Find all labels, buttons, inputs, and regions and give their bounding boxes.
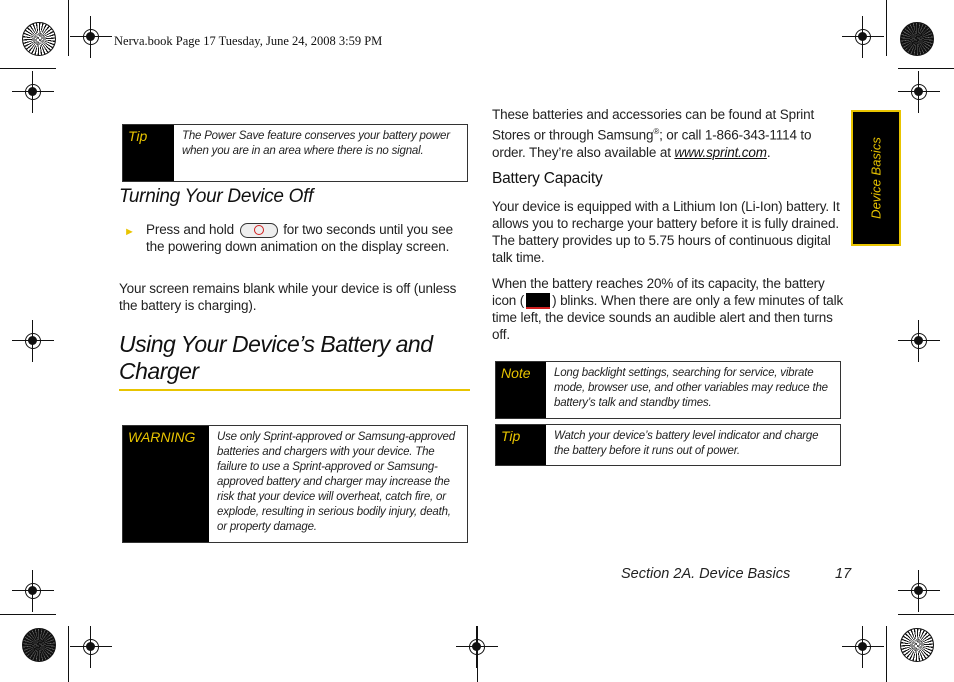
sources-text-2: ; or call 1-866-343-1114 to order. They’re also available at (492, 127, 812, 160)
bullet-text-before: Press and hold (146, 222, 234, 237)
battery-low-icon (526, 293, 550, 309)
tip-box (122, 124, 468, 182)
page-number: 17 (835, 566, 852, 582)
paragraph-sources (492, 106, 844, 161)
note-label: Note (496, 362, 546, 418)
bullet-step (146, 221, 466, 255)
sources-text-1: These batteries and accessories can be found at Sprint Stores or through Samsung (492, 107, 815, 143)
tip-label: Tip (496, 425, 546, 465)
registered-mark: ® (653, 127, 660, 136)
footer-section: Section 2A. Device Basics (621, 566, 791, 582)
sources-text-end: . (766, 144, 771, 160)
tip-text: The Power Save feature conserves your battery power when you are in an area where there is no signal. (182, 130, 450, 157)
tip-text: Watch your device’s battery level indicator and charge the battery before it runs out of power. (554, 430, 819, 457)
note-text: Long backlight settings, searching for service, vibrate mode, browser use, and other variables may reduce the battery’s talk and standby times. (554, 367, 828, 409)
registration-target-icon (900, 628, 934, 662)
crosshair-icon (18, 576, 48, 606)
trim-line (68, 0, 69, 56)
bullet-text-after: for two seconds until you see the powering down animation on the display screen. (146, 222, 453, 254)
side-tab (851, 110, 901, 246)
note-box (495, 361, 841, 419)
tip-label: Tip (123, 125, 174, 181)
bullet-arrow-icon: ► (124, 226, 135, 238)
warning-box (122, 425, 468, 543)
side-tab-label: Device Basics (868, 137, 884, 219)
low-battery-text-before: When the battery reaches 20% of its capacity, the battery icon ( (492, 276, 825, 308)
heading-underline (119, 389, 470, 391)
crosshair-icon (848, 632, 878, 662)
print-header: Nerva.book Page 17 Tuesday, June 24, 2008 3:59 PM (114, 34, 383, 48)
sprint-link[interactable]: www.sprint.com (674, 144, 767, 160)
heading-battery-capacity: Battery Capacity (492, 170, 603, 187)
trim-line (886, 0, 887, 56)
low-battery-text-after: ) blinks. When there are only a few minutes of talk time left, the device sounds an audible alert and then turns off. (492, 293, 844, 343)
tip-box-right (495, 424, 841, 466)
crosshair-icon (904, 576, 934, 606)
paragraph-screen-blank: Your screen remains blank while your device is off (unless the battery is charging). (119, 281, 457, 313)
heading-turning-off: Turning Your Device Off (119, 186, 314, 207)
trim-line (477, 626, 478, 682)
end-power-key-icon (240, 223, 278, 238)
registration-target-icon (22, 628, 56, 662)
trim-line (898, 614, 954, 615)
paragraph-capacity: Your device is equipped with a Lithium Ion (Li-Ion) battery. It allows you to recharge your battery before it is fully drained. The battery provides up to 5.75 hours of continuous digital talk time. (492, 199, 840, 265)
registration-target-icon (900, 22, 934, 56)
paragraph-low-battery (492, 275, 844, 343)
trim-line (0, 614, 56, 615)
crosshair-icon (904, 326, 934, 356)
warning-label: WARNING (123, 426, 209, 542)
crosshair-icon (18, 326, 48, 356)
crosshair-icon (18, 77, 48, 107)
trim-line (886, 626, 887, 682)
crosshair-icon (76, 22, 106, 52)
trim-line (68, 626, 69, 682)
warning-text: Use only Sprint-approved or Samsung-approved batteries and chargers with your device. The failure to use a Sprint-approved or Samsung-approved battery and charger may increase the risk that your device will overheat, catch fire, or explode, resulting in serious bodily injury, death, or property damage. (217, 431, 455, 533)
heading-battery-charger (119, 331, 469, 385)
crosshair-icon (76, 632, 106, 662)
trim-line (898, 68, 954, 69)
crosshair-icon (904, 77, 934, 107)
registration-target-icon (22, 22, 56, 56)
trim-line (0, 68, 56, 69)
crosshair-icon (848, 22, 878, 52)
heading-line-2: Charger (119, 358, 199, 384)
heading-line-1: Using Your Device’s Battery and (119, 331, 433, 357)
